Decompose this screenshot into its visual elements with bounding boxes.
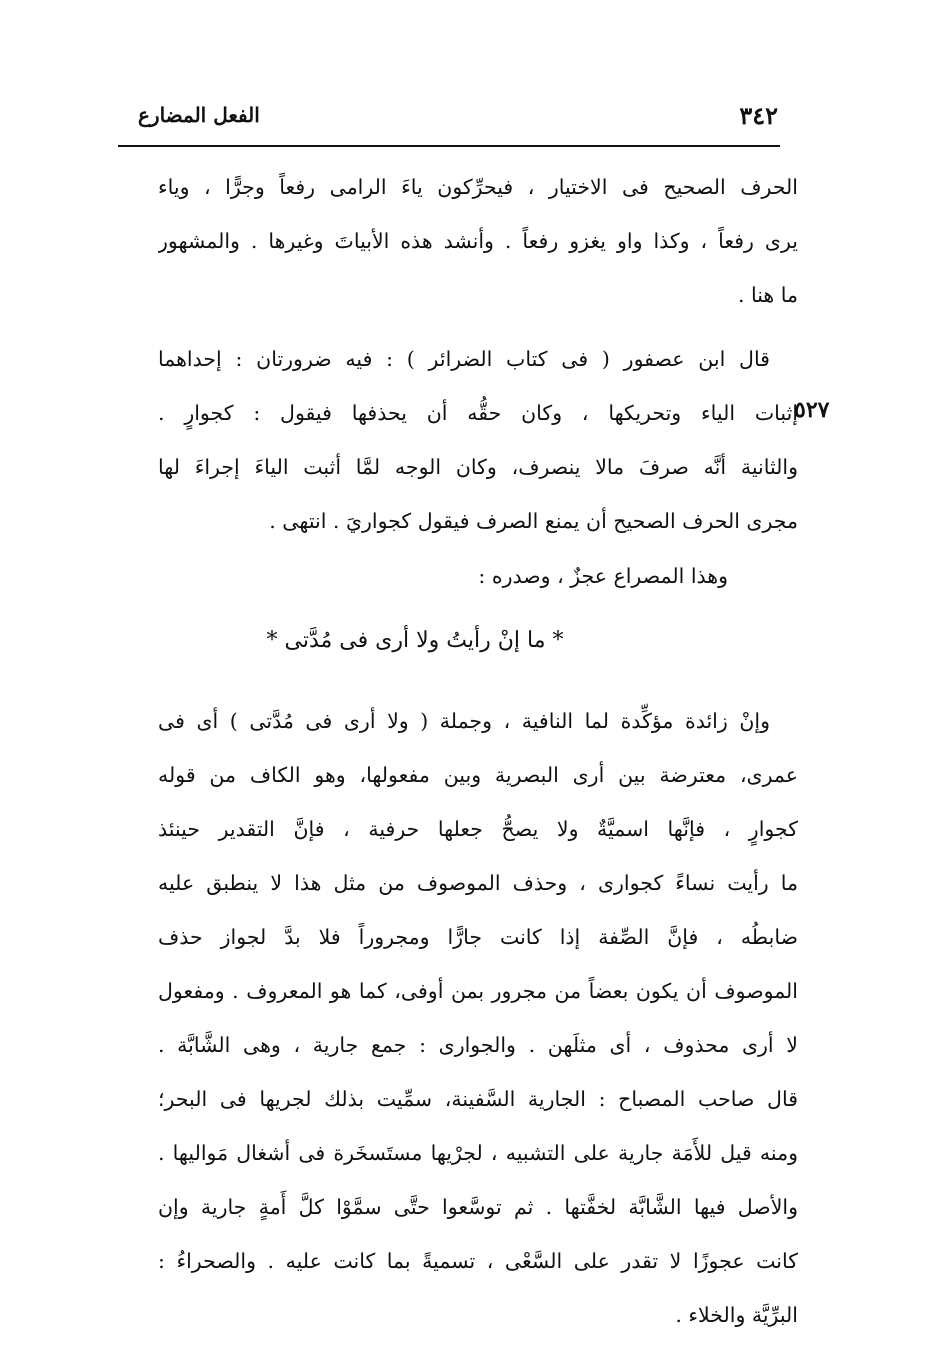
text-line: ما رأيت نساءً كجوارى ، وحذف الموصوف من مثل هذا لا ينطبق عليه <box>158 871 798 895</box>
text-line: البرِّيَّة والخلاء . <box>675 1303 798 1327</box>
running-title: الفعل المضارع <box>138 103 260 127</box>
text-line: قال ابن عصفور ( فى كتاب الضرائر ) : فيه ضرورتان : إحداهما <box>158 347 770 371</box>
page-number: ٣٤٢ <box>739 101 778 130</box>
paragraph-1 <box>158 160 798 322</box>
text-line: ومنه قيل للأَمَة جارية على التشبيه ، لجرْيها مستَسخَرة فى أشغال مَواليها . <box>158 1141 798 1165</box>
paragraph-2 <box>158 332 798 548</box>
text-line: عمرى، معترضة بين أرى البصرية وبين مفعولها، وهو الكاف من قوله <box>158 763 798 787</box>
text-line: قال صاحب المصباح : الجارية السَّفينة، سمِّيت بذلك لجريها فى البحر؛ <box>158 1087 798 1111</box>
verse-line: * ما إنْ رأيتُ ولا أرى فى مُدَّتى * <box>266 628 564 653</box>
paragraph-3 <box>158 694 798 1342</box>
text-line: كانت عجوزًا لا تقدر على السَّعْى ، تسميةً بما كانت عليه . والصحراءُ : <box>158 1249 798 1273</box>
verse-intro: وهذا المصراع عجزٌ ، وصدره : <box>478 564 728 588</box>
text-line: وإنْ زائدة مؤكِّدة لما النافية ، وجملة ( ولا أرى فى مُدَّتى ) أى فى <box>158 709 770 733</box>
text-line: ضابطُه ، فإنَّ الصِّفة إذا كانت جارًّا ومجروراً فلا بدَّ لجواز حذف <box>158 925 798 949</box>
text-line: كجوارٍ ، فإنَّها اسميَّةٌ ولا يصحُّ جعلها حرفية ، فإنَّ التقدير حينئذ <box>158 817 798 841</box>
text-line: الحرف الصحيح فى الاختيار ، فيحرِّكون ياءَ الرامى رفعاً وجرًّا ، وياء <box>158 175 798 199</box>
header-rule <box>118 145 780 147</box>
text-line: مجرى الحرف الصحيح أن يمنع الصرف فيقول كجواريَ . انتهى . <box>269 509 798 533</box>
text-line: إثبات الياء وتحريكها ، وكان حقُّه أن يحذفها فيقول : كجوارٍ . <box>158 401 798 425</box>
text-line: والأصل فيها الشَّابَّة لخفَّتها . ثم توسَّعوا حتَّى سمَّوْا كلَّ أَمةٍ جارية وإن <box>158 1195 798 1219</box>
text-line: لا أرى محذوف ، أى مثلَهن . والجوارى : جمع جارية ، وهى الشَّابَّة . <box>158 1033 798 1057</box>
text-line: يرى رفعاً ، وكذا واو يغزو رفعاً . وأنشد هذه الأبياتَ وغيرها . والمشهور <box>158 229 798 253</box>
page-header <box>118 95 778 139</box>
text-line: والثانية أنَّه صرفَ مالا ينصرف، وكان الوجه لمَّا أثبت الياءَ إجراءَ لها <box>158 455 798 479</box>
text-line: ما هنا . <box>737 283 798 307</box>
text-line: الموصوف أن يكون بعضاً من مجرور بمن أوفى، كما هو المعروف . ومفعول <box>158 979 798 1003</box>
margin-number: ٥٢٧ <box>794 397 830 423</box>
